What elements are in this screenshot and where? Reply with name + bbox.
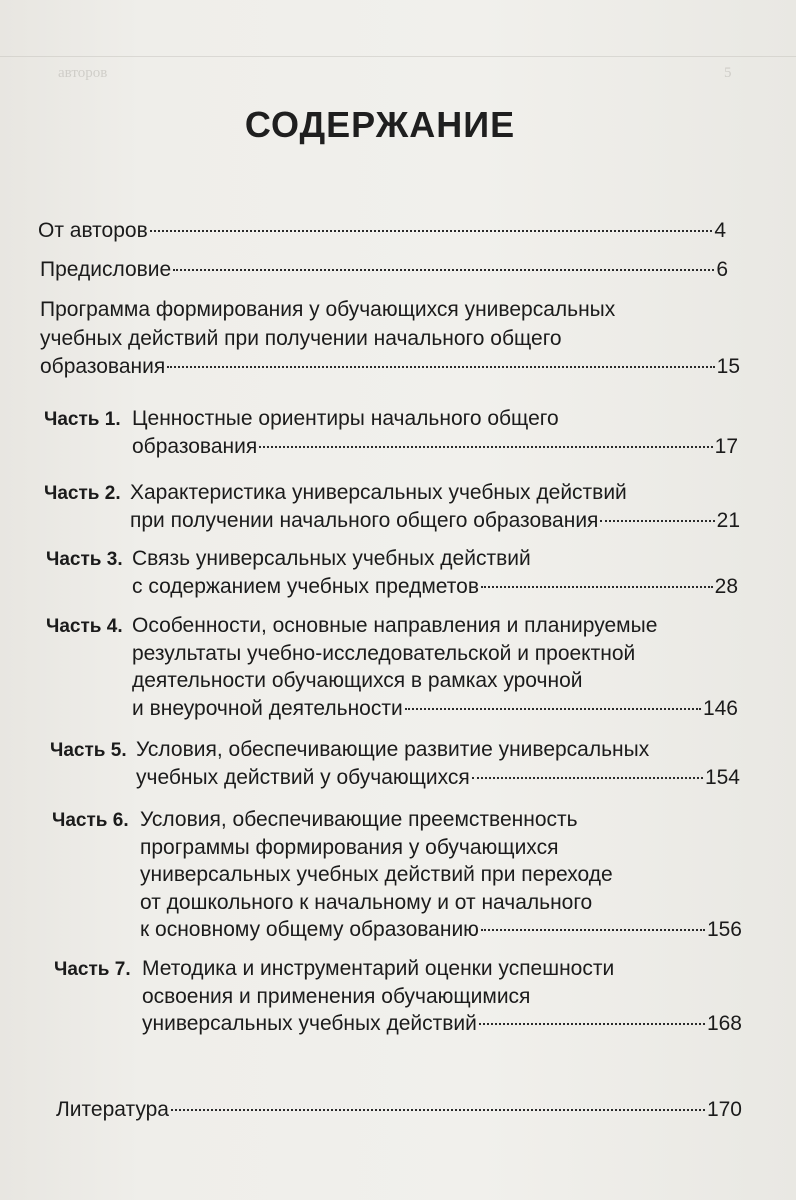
dot-leader	[167, 366, 714, 368]
toc-entry-part-3[interactable]	[46, 545, 738, 601]
dot-leader	[171, 1109, 705, 1111]
toc-entry-line: образования	[40, 355, 166, 378]
dot-leader	[150, 230, 713, 232]
toc-entry-page: 28	[714, 574, 738, 598]
toc-entry-program[interactable]	[40, 296, 740, 382]
toc-entry-page: 17	[714, 434, 738, 458]
page-title: СОДЕРЖАНИЕ	[244, 104, 516, 145]
toc-entry-line: Условия, обеспечивающие развитие универсальных	[136, 738, 650, 761]
toc-entry-line: от дошкольного к начальному и от начального	[140, 890, 593, 914]
toc-entry-page: 168	[706, 1012, 742, 1035]
toc-entry-line: Ценностные ориентиры начального общего	[132, 407, 559, 430]
toc-entry-line: при получении начального общего образования	[130, 508, 599, 532]
toc-entry-page: 146	[702, 696, 738, 720]
toc-entry-part-5[interactable]	[50, 736, 740, 792]
dot-leader	[405, 708, 701, 710]
dot-leader	[173, 269, 714, 271]
toc-entry-line: Программа формирования у обучающихся универсальных	[40, 298, 616, 321]
dot-leader	[472, 777, 703, 779]
toc-entry-part-6[interactable]	[52, 806, 742, 946]
toc-entry-line: Особенности, основные направления и планируемые	[132, 614, 658, 637]
dot-leader	[481, 586, 713, 588]
toc-entry-page: 156	[706, 918, 742, 941]
toc-entry-line: к основному общему образованию	[140, 918, 479, 941]
toc-entry-line: образования	[132, 434, 258, 458]
toc-entry-part-7[interactable]	[54, 955, 742, 1039]
toc-entry-line: результаты учебно-исследовательской и проектной	[132, 641, 636, 665]
dot-leader	[481, 929, 705, 931]
toc-entry-line: и внеурочной деятельности	[132, 696, 403, 720]
dot-leader	[259, 446, 712, 448]
toc-entry-line: освоения и применения обучающимися	[142, 984, 531, 1008]
toc-entry-page: 4	[714, 219, 726, 242]
toc-entry-literature[interactable]	[56, 1096, 742, 1123]
toc-entry-line: Методика и инструментарий оценки успешности	[142, 957, 615, 980]
toc-entry-line: Условия, обеспечивающие преемственность	[140, 808, 578, 831]
toc-entry-line: программы формирования у обучающихся	[140, 835, 559, 859]
toc-entry-page: 21	[716, 508, 740, 532]
part-label: Часть 5.	[50, 740, 127, 761]
dot-leader	[479, 1023, 705, 1025]
part-label: Часть 2.	[44, 483, 121, 504]
toc-entry-page: 15	[716, 355, 740, 378]
part-label: Часть 1.	[44, 409, 121, 430]
dot-leader	[600, 520, 714, 522]
toc-entry-page: 170	[706, 1098, 742, 1121]
toc-entry-authors[interactable]	[38, 217, 726, 244]
part-label: Часть 4.	[46, 616, 123, 637]
toc-entry-line: деятельности обучающихся в рамках урочной	[132, 669, 583, 692]
toc-entry-line: Связь универсальных учебных действий	[132, 547, 531, 570]
toc-entry-line: учебных действий у обучающихся	[136, 765, 470, 789]
toc-entry-page: 154	[704, 765, 740, 789]
toc-entry-line: Характеристика универсальных учебных действий	[130, 481, 627, 504]
toc-entry-line: с содержанием учебных предметов	[132, 574, 480, 598]
toc-entry-part-4[interactable]	[46, 612, 738, 724]
toc-entry-title: Литература	[56, 1098, 169, 1121]
toc-entry-preface[interactable]	[40, 256, 728, 283]
part-label: Часть 3.	[46, 549, 123, 570]
toc-entry-line: универсальных учебных действий при переходе	[140, 863, 613, 886]
part-label: Часть 7.	[54, 959, 131, 980]
part-label: Часть 6.	[52, 810, 129, 831]
toc-entry-page: 6	[716, 258, 728, 281]
running-head-left: авторов	[58, 65, 108, 81]
running-head-page: 5	[724, 65, 732, 81]
toc-entry-part-1[interactable]	[44, 405, 738, 461]
toc-entry-title: Предисловие	[40, 258, 172, 281]
toc-entry-part-2[interactable]	[44, 479, 740, 535]
toc-entry-line: учебных действий при получении начального общего	[40, 326, 562, 350]
toc-entry-title: От авторов	[38, 219, 148, 242]
toc-entry-line: универсальных учебных действий	[142, 1012, 477, 1035]
